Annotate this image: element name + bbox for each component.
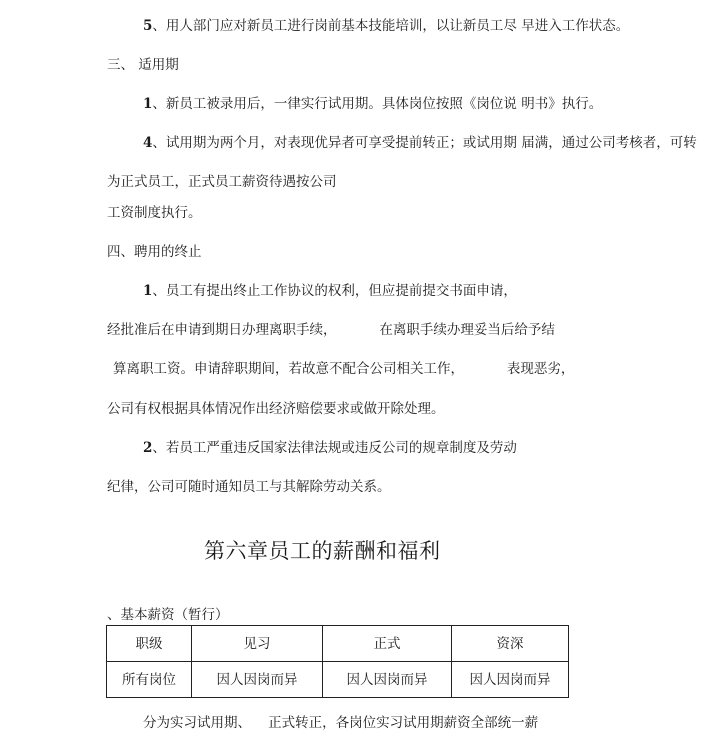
table-cell: 所有岗位 (107, 662, 192, 698)
salary-table (106, 625, 569, 698)
table-header-cell: 正式 (323, 626, 452, 662)
section-heading-termination: 四、聘用的终止 (107, 244, 202, 260)
table-cell: 因人因岗而异 (192, 662, 323, 698)
para-1-continued-2: 算离职工资。申请辞职期间，若故意不配合公司相关工作， 表现恶劣， (113, 361, 575, 377)
table-header-row (107, 626, 569, 662)
para-1-continued-3: 公司有权根据具体情况作出经济赔偿要求或做开除处理。 (107, 401, 445, 417)
salary-footer-text: 分为实习试用期、 正式转正，各岗位实习试用期薪资全部统一薪 (143, 715, 539, 731)
table-header-cell: 资深 (452, 626, 569, 662)
table-cell: 因人因岗而异 (323, 662, 452, 698)
table-cell: 因人因岗而异 (452, 662, 569, 698)
para-1-termination: 1、员工有提出终止工作协议的权利，但应提前提交书面申请， (143, 283, 517, 299)
section-heading-basic-salary: 、基本薪资（暂行） (107, 607, 229, 623)
chapter-title: 第六章员工的薪酬和福利 (204, 539, 441, 563)
para-4-continued-1: 为正式员工，正式员工薪资待遇按公司 (107, 174, 337, 190)
table-row (107, 662, 569, 698)
para-2-termination: 2、若员工严重违反国家法律法规或违反公司的规章制度及劳动 (143, 440, 517, 456)
para-5-training: 5、用人部门应对新员工进行岗前基本技能培训，以让新员工尽 早进入工作状态。 (143, 18, 630, 34)
para-2-continued: 纪律，公司可随时通知员工与其解除劳动关系。 (107, 479, 391, 495)
table-header-cell: 见习 (192, 626, 323, 662)
table-header-cell: 职级 (107, 626, 192, 662)
section-heading-probation: 三、 适用期 (107, 57, 179, 73)
para-4-continued-2: 工资制度执行。 (107, 205, 202, 221)
para-1-continued-1: 经批准后在申请到期日办理离职手续， 在离职手续办理妥当后给予结 (107, 322, 555, 338)
para-4-probation-period: 4、试用期为两个月，对表现优异者可享受提前转正；或试用期 届满，通过公司考核者，可转 (143, 135, 697, 151)
para-1-probation: 1、新员工被录用后，一律实行试用期。具体岗位按照《岗位说 明书》执行。 (143, 96, 603, 112)
